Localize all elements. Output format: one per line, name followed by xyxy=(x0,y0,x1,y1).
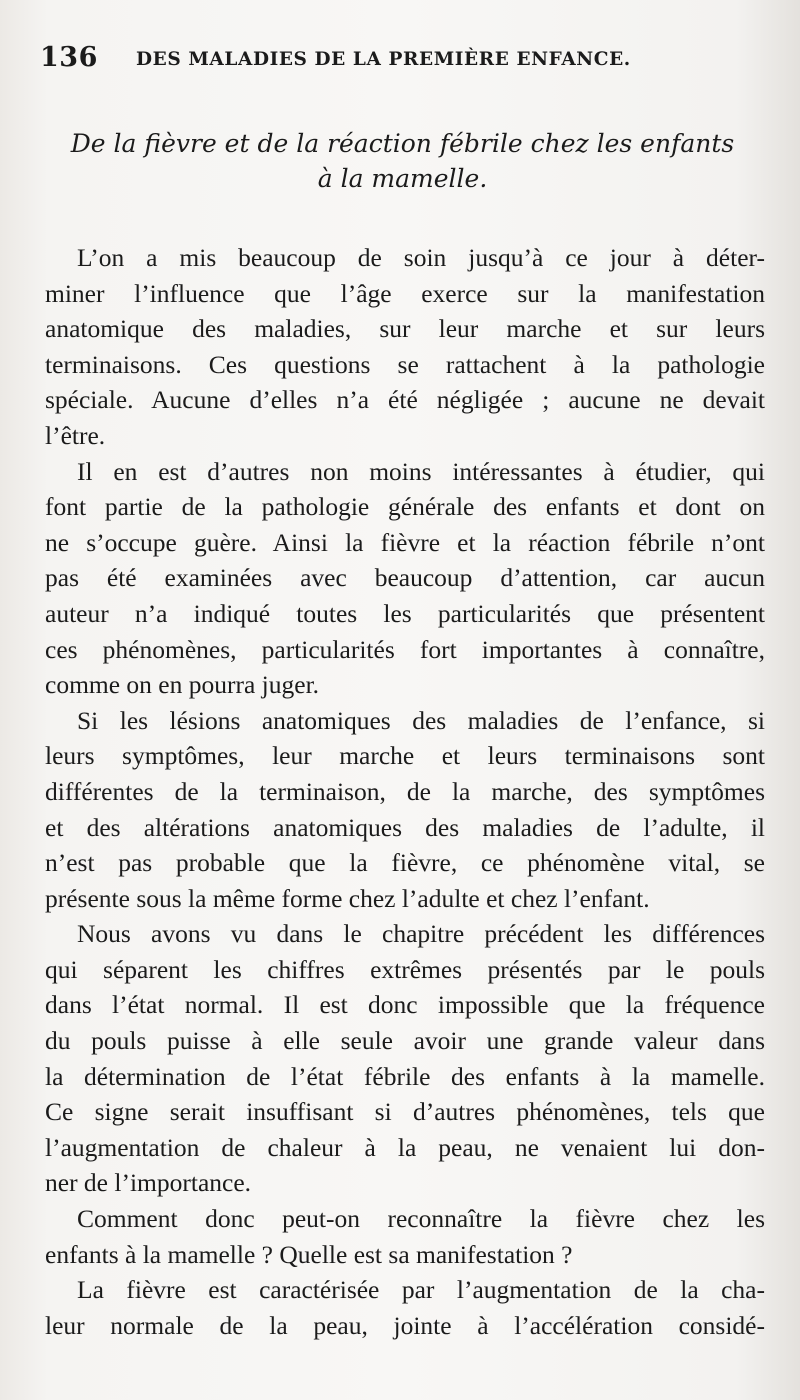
text-line: spéciale. Aucune d’elles n’a été négligée ; aucune ne devait xyxy=(45,385,765,415)
text-line: et des altérations anatomiques des maladies de l’adulte, il xyxy=(45,812,765,842)
running-title: DES MALADIES DE LA PREMIÈRE ENFANCE. xyxy=(136,49,631,70)
text-line: Nous avons vu dans le chapitre précédent les différences xyxy=(77,919,765,949)
paragraph xyxy=(45,454,765,703)
text-line: leur normale de la peau, jointe à l’accélération considé- xyxy=(45,1310,765,1340)
text-line: enfants à la mamelle ? Quelle est sa manifestation ? xyxy=(45,1239,573,1269)
text-line: comme on en pourra juger. xyxy=(45,670,320,700)
text-line: l’être. xyxy=(45,420,106,450)
paragraph xyxy=(45,916,765,1201)
text-line: l’augmentation de chaleur à la peau, ne venaient lui don- xyxy=(45,1132,765,1162)
page-number: 136 xyxy=(40,42,98,73)
text-line: pas été examinées avec beaucoup d’attention, car aucun xyxy=(45,563,765,593)
text-line: Ce signe serait insuffisant si d’autres phénomènes, tels que xyxy=(45,1097,765,1127)
section-title xyxy=(40,126,765,196)
text-line: font partie de la pathologie générale des enfants et dont on xyxy=(45,492,765,522)
text-line: présente sous la même forme chez l’adulte et chez l’enfant. xyxy=(45,883,650,913)
text-line: du pouls puisse à elle seule avoir une grande valeur dans xyxy=(45,1026,765,1056)
paragraph xyxy=(45,1201,765,1272)
text-line: ne s’occupe guère. Ainsi la fièvre et la réaction fébrile n’ont xyxy=(45,527,765,557)
text-line: auteur n’a indiqué toutes les particularités que présentent xyxy=(45,598,765,628)
text-line: la détermination de l’état fébrile des enfants à la mamelle. xyxy=(45,1061,765,1091)
text-line: dans l’état normal. Il est donc impossible que la fréquence xyxy=(45,990,765,1020)
paragraph xyxy=(45,703,765,917)
text-line: différentes de la terminaison, de la marche, des symptômes xyxy=(45,776,765,806)
text-line: Si les lésions anatomiques des maladies de l’enfance, si xyxy=(77,705,765,735)
text-line: Il en est d’autres non moins intéressantes à étudier, qui xyxy=(77,456,765,486)
paragraph xyxy=(45,1272,765,1343)
text-line: Comment donc peut-on reconnaître la fièvre chez les xyxy=(77,1204,765,1234)
running-head xyxy=(40,42,740,82)
text-line: ner de l’importance. xyxy=(45,1168,252,1198)
text-line: miner l’influence que l’âge exerce sur la manifestation xyxy=(45,278,765,308)
section-title-line: De la fièvre et de la réaction fébrile chez les enfants xyxy=(70,129,735,158)
text-line: n’est pas probable que la fièvre, ce phénomène vital, se xyxy=(45,848,765,878)
text-line: qui séparent les chiffres extrêmes présentés par le pouls xyxy=(45,954,765,984)
text-line: anatomique des maladies, sur leur marche et sur leurs xyxy=(45,314,765,344)
paragraph xyxy=(45,240,765,454)
section-title-line: à la mamelle. xyxy=(317,164,488,193)
text-line: leurs symptômes, leur marche et leurs terminaisons sont xyxy=(45,741,765,771)
text-line: La fièvre est caractérisée par l’augmentation de la cha- xyxy=(77,1275,765,1305)
text-line: terminaisons. Ces questions se rattachent à la pathologie xyxy=(45,349,765,379)
text-line: ces phénomènes, particularités fort importantes à connaître, xyxy=(45,634,765,664)
body-text xyxy=(45,240,765,1343)
text-line: L’on a mis beaucoup de soin jusqu’à ce jour à déter- xyxy=(77,243,765,272)
